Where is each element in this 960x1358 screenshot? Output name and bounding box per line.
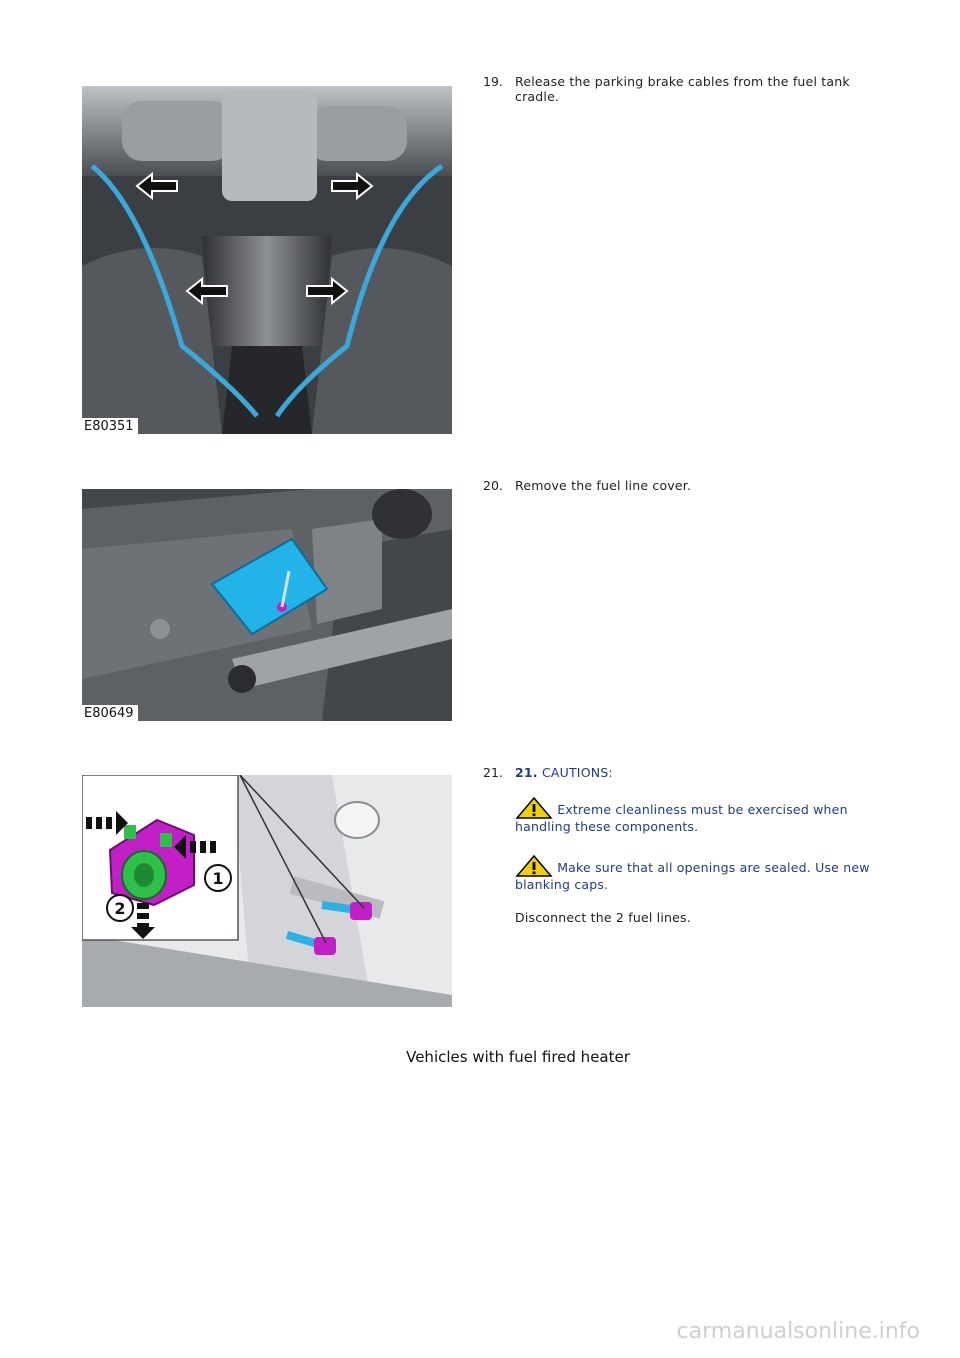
figure-step-21 — [82, 775, 452, 1007]
caution-item — [515, 855, 887, 892]
callout-1: 1 — [212, 869, 224, 888]
cautions-heading — [515, 765, 885, 780]
fuel-line-cover-illustration — [82, 489, 452, 721]
figure-step-19 — [82, 86, 452, 434]
step-number: 21. — [483, 765, 503, 780]
cautions-step-label: 21. — [515, 765, 538, 780]
caution-item — [515, 797, 887, 834]
figure-id-label: E80649 — [82, 705, 138, 721]
warning-icon — [515, 797, 553, 819]
step-number: 19. — [483, 74, 503, 89]
callout-2: 2 — [114, 899, 126, 918]
caution-text: Make sure that all openings are sealed. Use new blanking caps. — [515, 860, 870, 892]
figure-id-label: E80351 — [82, 418, 138, 434]
step-text: Remove the fuel line cover. — [515, 478, 692, 493]
section-title: Vehicles with fuel fired heater — [406, 1048, 630, 1066]
fuel-lines-disconnect-illustration — [82, 775, 452, 1007]
step-text: Release the parking brake cables from the fuel tank cradle. — [515, 74, 850, 104]
watermark: carmanualsonline.info — [676, 1319, 920, 1344]
figure-step-20 — [82, 489, 452, 721]
step-number: 20. — [483, 478, 503, 493]
step-text: Disconnect the 2 fuel lines. — [515, 910, 691, 925]
parking-brake-cables-illustration — [82, 86, 452, 434]
caution-text: Extreme cleanliness must be exercised when handling these components. — [515, 802, 848, 834]
warning-icon — [515, 855, 553, 877]
cautions-title: CAUTIONS: — [541, 765, 613, 780]
